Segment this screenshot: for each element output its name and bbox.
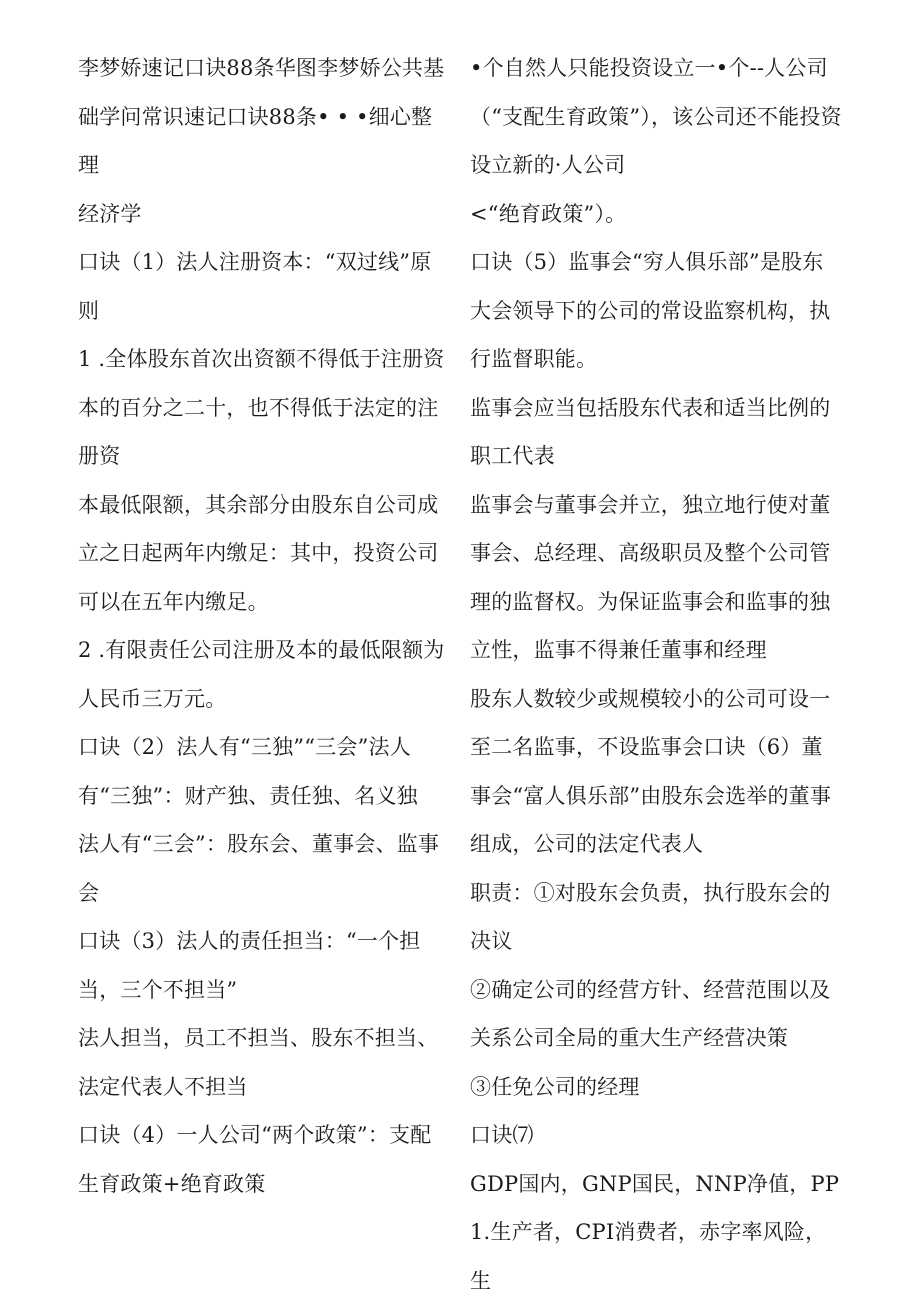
paragraph-duty-2: ②确定公司的经营方针、经营范围以及关系公司全局的重大生产经营决策 bbox=[470, 966, 842, 1063]
paragraph-mnemonic-4: 口诀（4）一人公司“两个政策”：支配生育政策+绝育政策 bbox=[78, 1111, 450, 1208]
paragraph-one-person-company: •个自然人只能投资设立一•个--人公司（“支配生育政策”），该公司还不能投资设立新的·人公司 bbox=[470, 44, 842, 190]
paragraph-mnemonic-7: 口诀⑺ bbox=[470, 1111, 842, 1160]
paragraph-mnemonic-2: 口诀（2）法人有“三独”“三会”法人有“三独”：财产独、责任独、名义独 bbox=[78, 723, 450, 820]
paragraph-sterilization-policy: <“绝育政策”）。 bbox=[470, 190, 842, 239]
right-column bbox=[470, 44, 842, 1305]
paragraph-supervisory-independence: 监事会与董事会并立，独立地行使对董事会、总经理、高级职员及整个公司管理的监督权。为保证监事会和监事的独立性，监事不得兼任董事和经理 bbox=[470, 481, 842, 675]
paragraph-liability: 法人担当，员工不担当、股东不担当、法定代表人不担当 bbox=[78, 1014, 450, 1111]
paragraph-mnemonic-3: 口诀（3）法人的责任担当：“一个担当，三个不担当” bbox=[78, 917, 450, 1014]
paragraph-rule-2: 2 .有限责任公司注册及本的最低限额为人民币三万元。 bbox=[78, 626, 450, 723]
paragraph-title: 李梦娇速记口诀88条华图李梦娇公共基础学问常识速记口诀88条• • •细心整理 bbox=[78, 44, 450, 190]
paragraph-rule-1: 1 .全体股东首次出资额不得低于注册资本的百分之二十，也不得低于法定的注册资 bbox=[78, 335, 450, 481]
paragraph-mnemonic-6: 股东人数较少或规模较小的公司可设一至二名监事，不设监事会口诀（6）董事会“富人俱乐部”由股东会选举的董事组成，公司的法定代表人 bbox=[470, 675, 842, 869]
paragraph-economic-indicators: GDP国内，GNP国民，NNP净值，PP1.生产者，CPI消费者，赤字率风险，生 bbox=[470, 1160, 842, 1305]
paragraph-duty-3: ③任免公司的经理 bbox=[470, 1063, 842, 1112]
paragraph-rule-1-continued: 本最低限额，其余部分由股东自公司成立之日起两年内缴足：其中，投资公司可以在五年内缴足。 bbox=[78, 481, 450, 627]
paragraph-mnemonic-1: 口诀（1）法人注册资本：“双过线”原则 bbox=[78, 238, 450, 335]
left-column bbox=[78, 44, 450, 1208]
paragraph-three-meetings: 法人有“三会”：股东会、董事会、监事会 bbox=[78, 820, 450, 917]
paragraph-duty-1: 职责：①对股东会负责，执行股东会的决议 bbox=[470, 869, 842, 966]
paragraph-mnemonic-5: 口诀（5）监事会“穷人俱乐部”是股东大会领导下的公司的常设监察机构，执行监督职能。 bbox=[470, 238, 842, 384]
paragraph-supervisory-composition: 监事会应当包括股东代表和适当比例的职工代表 bbox=[470, 384, 842, 481]
paragraph-section-heading: 经济学 bbox=[78, 190, 450, 239]
